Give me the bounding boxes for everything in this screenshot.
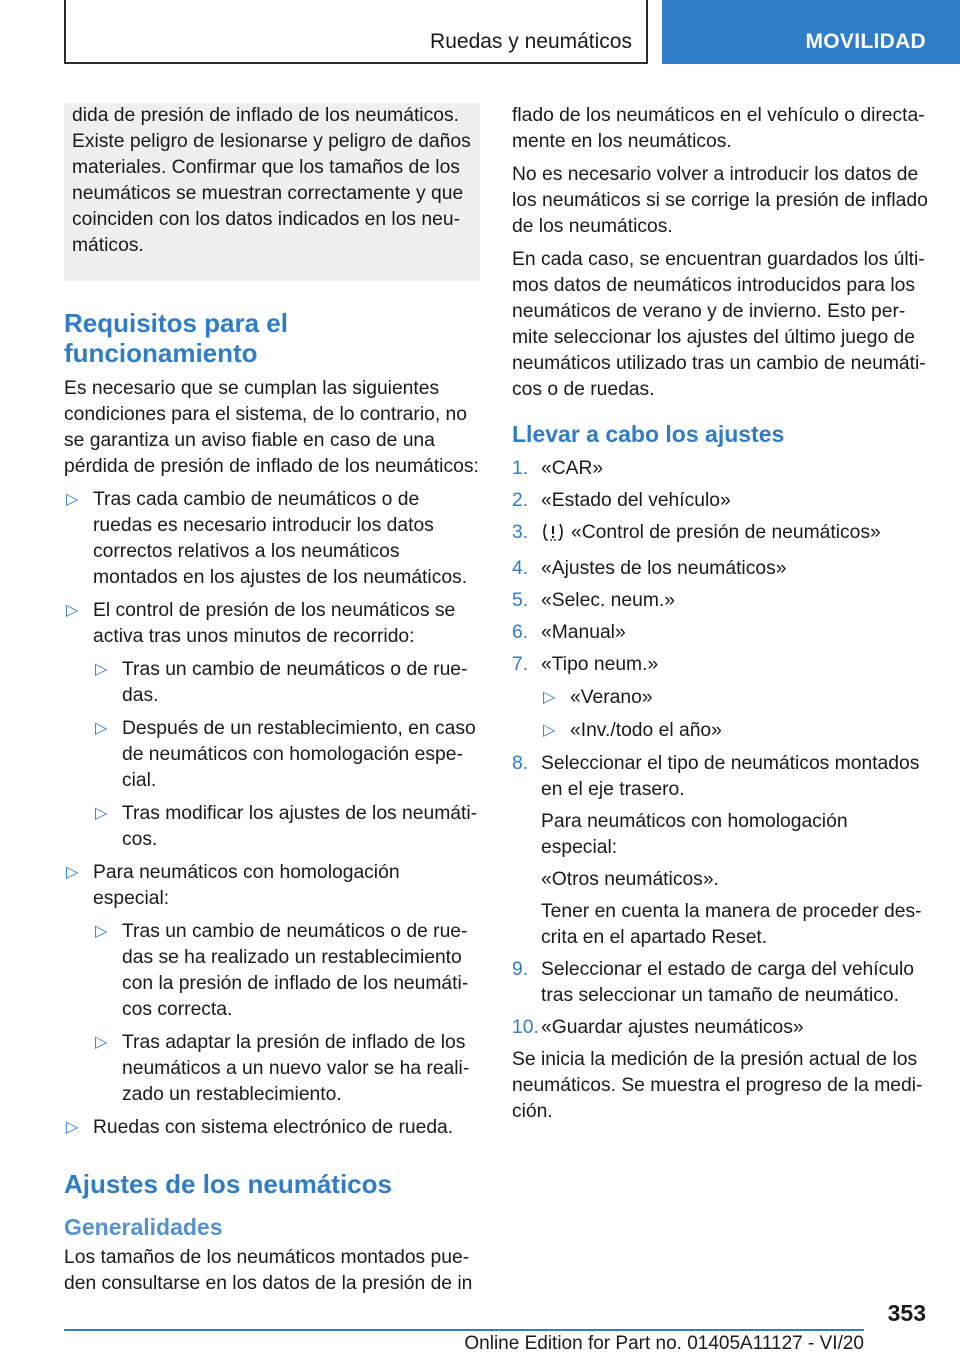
step-number: 7. (512, 654, 529, 675)
header-section-box (64, 0, 648, 64)
page-number: 353 (887, 1300, 926, 1326)
step-item: 10. «Guardar ajustes neumáticos» (512, 1015, 928, 1041)
step-item: 8. Seleccionar el tipo de neumáticos montados en el eje trasero. Para neumáticos con homologación especial: «Otros neumáticos». Tener en cuenta la manera de proceder descrita en el apartado Reset. (512, 751, 928, 951)
step-number: 10. (512, 1017, 539, 1038)
triangle-bullet-icon: ▷ (95, 661, 108, 678)
step-item: 7. «Tipo neum.» ▷ «Verano» ▷ «Inv./todo el año» (512, 652, 928, 744)
steps-list (512, 456, 928, 1041)
section-title: Ruedas y neumáticos (430, 30, 632, 53)
sub-list-item: ▷ Tras un cambio de neumáticos o de ruedas. (95, 659, 468, 706)
triangle-bullet-icon: ▷ (543, 722, 556, 739)
steps-heading: Llevar a cabo los ajustes (512, 421, 785, 447)
step-note: Para neumáticos con homologación especial: (541, 811, 848, 858)
triangle-bullet-icon: ▷ (66, 602, 79, 619)
warning-box (64, 103, 480, 281)
step-item: 1. «CAR» (512, 456, 928, 482)
triangle-bullet-icon: ▷ (66, 491, 79, 508)
triangle-bullet-icon: ▷ (66, 864, 79, 881)
footer-divider (64, 1329, 864, 1331)
triangle-bullet-icon: ▷ (543, 689, 556, 706)
step-item: 2. «Estado del vehículo» (512, 488, 928, 514)
sub-list-item: ▷ Tras un cambio de neumáticos o de ruedas se ha realizado un restablecimiento con la presión de inflado de los neumáticos correcta. (95, 921, 469, 1020)
step-note: Tener en cuenta la manera de proceder descrita en el apartado Reset. (541, 901, 922, 948)
step-item: 9. Seleccionar el estado de carga del vehículo tras seleccionar un tamaño de neumático. (512, 959, 915, 1006)
list-item: ▷ Ruedas con sistema electrónico de rueda. (64, 1115, 480, 1141)
list-item: ▷ Para neumáticos con homologación especial: ▷ Tras un cambio de neumáticos o de ruedas se ha realizado un restablecimiento con la presión de inflado de los neumáticos correcta. ▷ Tras adaptar la presión de inflado de los neumáticos a un nuevo valor se ha realizado un restablecimiento. (64, 860, 480, 1108)
warning-text: dida de presión de inflado de los neumáticos. Existe peligro de lesionarse y peligro de daños materiales. Confirmar que los tamaños de los neumáticos se muestran correctamente y que coinciden con los datos indicados en los neumáticos. (72, 105, 471, 256)
step-number: 3. (512, 522, 529, 543)
triangle-bullet-icon: ▷ (95, 923, 108, 940)
sub-list-item: ▷ Después de un restablecimiento, en caso de neumáticos con homologación especial. (95, 718, 476, 791)
left-column (64, 103, 480, 1304)
general-heading: Generalidades (64, 1214, 223, 1240)
general-text: Los tamaños de los neumáticos montados pueden consultarse en los datos de la presión de in (64, 1247, 473, 1294)
triangle-bullet-icon: ▷ (95, 720, 108, 737)
triangle-bullet-icon: ▷ (95, 805, 108, 822)
step-number: 8. (512, 753, 529, 774)
step-number: 4. (512, 558, 529, 579)
sub-list (541, 685, 928, 744)
step-note: «Otros neumáticos». (541, 869, 719, 890)
requirements-intro: Es necesario que se cumplan las siguientes condiciones para el sistema, de lo contrario, no se garantiza un aviso fiable en caso de una pérdida de presión de inflado de los neumáticos: (64, 378, 479, 477)
paragraph: En cada caso, se encuentran guardados los últimos datos de neumáticos introducidos para los neumáticos de verano y de invierno. Esto permite seleccionar los ajustes del último juego de neumáticos utilizado tras un cambio de neumáticos o de ruedas. (512, 249, 926, 400)
step-item: 6. «Manual» (512, 620, 928, 646)
triangle-bullet-icon: ▷ (66, 1119, 79, 1136)
step-item: 3. «Control de presión de neumáticos» (512, 520, 928, 550)
list-item: ▷ Tras cada cambio de neumáticos o de ruedas es necesario introducir los datos correctos relativos a los neumáticos montados en los ajustes de los neumáticos. (66, 489, 468, 588)
tpms-warning-icon (541, 522, 565, 550)
sub-list-item: ▷ «Verano» (541, 685, 928, 711)
list-item: ▷ El control de presión de los neumáticos se activa tras unos minutos de recorrido: ▷ Tras un cambio de neumáticos o de ruedas. ▷ Después de un restablecimiento, en caso de neumáticos con homologación especial. ▷ Tras modificar los ajustes de los neumáticos. (64, 598, 480, 853)
triangle-bullet-icon: ▷ (95, 1034, 108, 1051)
step-number: 9. (512, 959, 529, 980)
sub-list-item: ▷ Tras modificar los ajustes de los neumáticos. (95, 803, 478, 850)
chapter-tab (662, 0, 960, 64)
requirements-list (64, 487, 480, 1141)
step-number: 2. (512, 490, 529, 511)
tire-settings-heading: Ajustes de los neumáticos (64, 1169, 392, 1199)
step-number: 5. (512, 590, 529, 611)
step-item: 5. «Selec. neum.» (512, 588, 928, 614)
sub-list-item: ▷ «Inv./todo el año» (541, 718, 928, 744)
paragraph: flado de los neumáticos en el vehículo o directamente en los neumáticos. (512, 105, 925, 152)
step-item: 4. «Ajustes de los neumáticos» (512, 556, 928, 582)
closing-text: Se inicia la medición de la presión actual de los neumáticos. Se muestra el progreso de la medición. (512, 1049, 923, 1122)
edition-note: Online Edition for Part no. 01405A11127 - VI/20 (464, 1333, 864, 1354)
right-column (512, 103, 928, 1132)
sub-list (93, 657, 480, 853)
step-number: 1. (512, 458, 529, 479)
requirements-heading: Requisitos para el funcionamiento (64, 308, 288, 368)
chapter-tab-label: MOVILIDAD (805, 30, 926, 53)
paragraph: No es necesario volver a introducir los datos de los neumáticos si se corrige la presión de inflado de los neumáticos. (512, 164, 928, 237)
sub-list-item: ▷ Tras adaptar la presión de inflado de los neumáticos a un nuevo valor se ha realizado un restablecimiento. (95, 1032, 470, 1105)
sub-list (93, 919, 480, 1108)
step-number: 6. (512, 622, 529, 643)
